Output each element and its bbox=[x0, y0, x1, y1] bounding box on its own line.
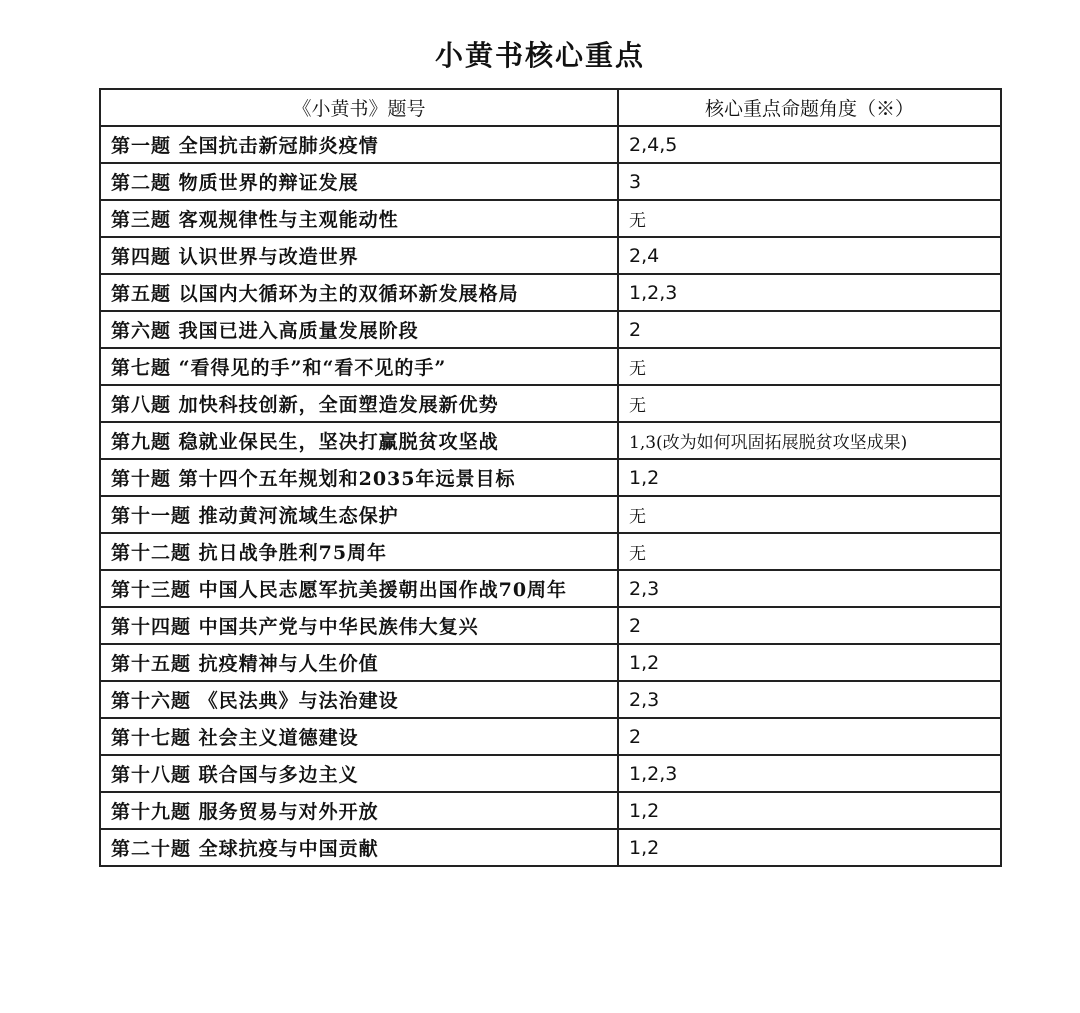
table-row bbox=[100, 348, 1001, 385]
topic-cell: 第十二题 抗日战争胜利75周年 bbox=[100, 533, 618, 570]
table-row bbox=[100, 200, 1001, 237]
angle-cell: 3 bbox=[618, 163, 1001, 200]
table-row bbox=[100, 422, 1001, 459]
table-row bbox=[100, 644, 1001, 681]
table-row bbox=[100, 607, 1001, 644]
topic-cell: 第十七题 社会主义道德建设 bbox=[100, 718, 618, 755]
topic-cell: 第二十题 全球抗疫与中国贡献 bbox=[100, 829, 618, 866]
topic-cell: 第二题 物质世界的辩证发展 bbox=[100, 163, 618, 200]
angle-cell: 2,4,5 bbox=[618, 126, 1001, 163]
topic-cell: 第十四题 中国共产党与中华民族伟大复兴 bbox=[100, 607, 618, 644]
topic-cell: 第十九题 服务贸易与对外开放 bbox=[100, 792, 618, 829]
angle-cell: 1,2 bbox=[618, 792, 1001, 829]
table-row bbox=[100, 533, 1001, 570]
angle-cell: 无 bbox=[618, 496, 1001, 533]
table-row bbox=[100, 459, 1001, 496]
table-row bbox=[100, 311, 1001, 348]
angle-cell: 无 bbox=[618, 348, 1001, 385]
angle-cell: 无 bbox=[618, 200, 1001, 237]
table-row bbox=[100, 385, 1001, 422]
angle-cell: 无 bbox=[618, 533, 1001, 570]
topic-cell: 第十五题 抗疫精神与人生价值 bbox=[100, 644, 618, 681]
topic-cell: 第一题 全国抗击新冠肺炎疫情 bbox=[100, 126, 618, 163]
topic-cell: 第十一题 推动黄河流域生态保护 bbox=[100, 496, 618, 533]
topic-cell: 第三题 客观规律性与主观能动性 bbox=[100, 200, 618, 237]
key-points-table bbox=[99, 88, 1002, 867]
topic-cell: 第七题 “看得见的手”和“看不见的手” bbox=[100, 348, 618, 385]
page-title: 小黄书核心重点 bbox=[434, 39, 645, 72]
angle-cell: 1,2,3 bbox=[618, 755, 1001, 792]
angle-cell: 2 bbox=[618, 607, 1001, 644]
table-row bbox=[100, 718, 1001, 755]
table-row bbox=[100, 570, 1001, 607]
angle-cell: 2 bbox=[618, 311, 1001, 348]
table-row bbox=[100, 126, 1001, 163]
topic-cell: 第六题 我国已进入高质量发展阶段 bbox=[100, 311, 618, 348]
topic-cell: 第九题 稳就业保民生，坚决打赢脱贫攻坚战 bbox=[100, 422, 618, 459]
table-row bbox=[100, 237, 1001, 274]
table-header-row bbox=[100, 89, 1001, 126]
angle-cell: 1,3(改为如何巩固拓展脱贫攻坚成果) bbox=[618, 422, 1001, 459]
topic-cell: 第十六题 《民法典》与法治建设 bbox=[100, 681, 618, 718]
header-question-number: 《小黄书》题号 bbox=[100, 89, 618, 126]
table-row bbox=[100, 792, 1001, 829]
angle-cell: 2,4 bbox=[618, 237, 1001, 274]
angle-cell: 无 bbox=[618, 385, 1001, 422]
table-row bbox=[100, 274, 1001, 311]
angle-cell: 1,2 bbox=[618, 644, 1001, 681]
table-row bbox=[100, 496, 1001, 533]
table-row bbox=[100, 681, 1001, 718]
angle-cell: 1,2,3 bbox=[618, 274, 1001, 311]
header-core-angles: 核心重点命题角度（※） bbox=[618, 89, 1001, 126]
topic-cell: 第十八题 联合国与多边主义 bbox=[100, 755, 618, 792]
topic-cell: 第八题 加快科技创新，全面塑造发展新优势 bbox=[100, 385, 618, 422]
topic-cell: 第四题 认识世界与改造世界 bbox=[100, 237, 618, 274]
table-row bbox=[100, 163, 1001, 200]
table-row bbox=[100, 755, 1001, 792]
angle-cell: 2,3 bbox=[618, 570, 1001, 607]
angle-cell: 1,2 bbox=[618, 459, 1001, 496]
table-row bbox=[100, 829, 1001, 866]
angle-cell: 2 bbox=[618, 718, 1001, 755]
topic-cell: 第十题 第十四个五年规划和2035年远景目标 bbox=[100, 459, 618, 496]
topic-cell: 第十三题 中国人民志愿军抗美援朝出国作战70周年 bbox=[100, 570, 618, 607]
angle-cell: 2,3 bbox=[618, 681, 1001, 718]
angle-cell: 1,2 bbox=[618, 829, 1001, 866]
topic-cell: 第五题 以国内大循环为主的双循环新发展格局 bbox=[100, 274, 618, 311]
